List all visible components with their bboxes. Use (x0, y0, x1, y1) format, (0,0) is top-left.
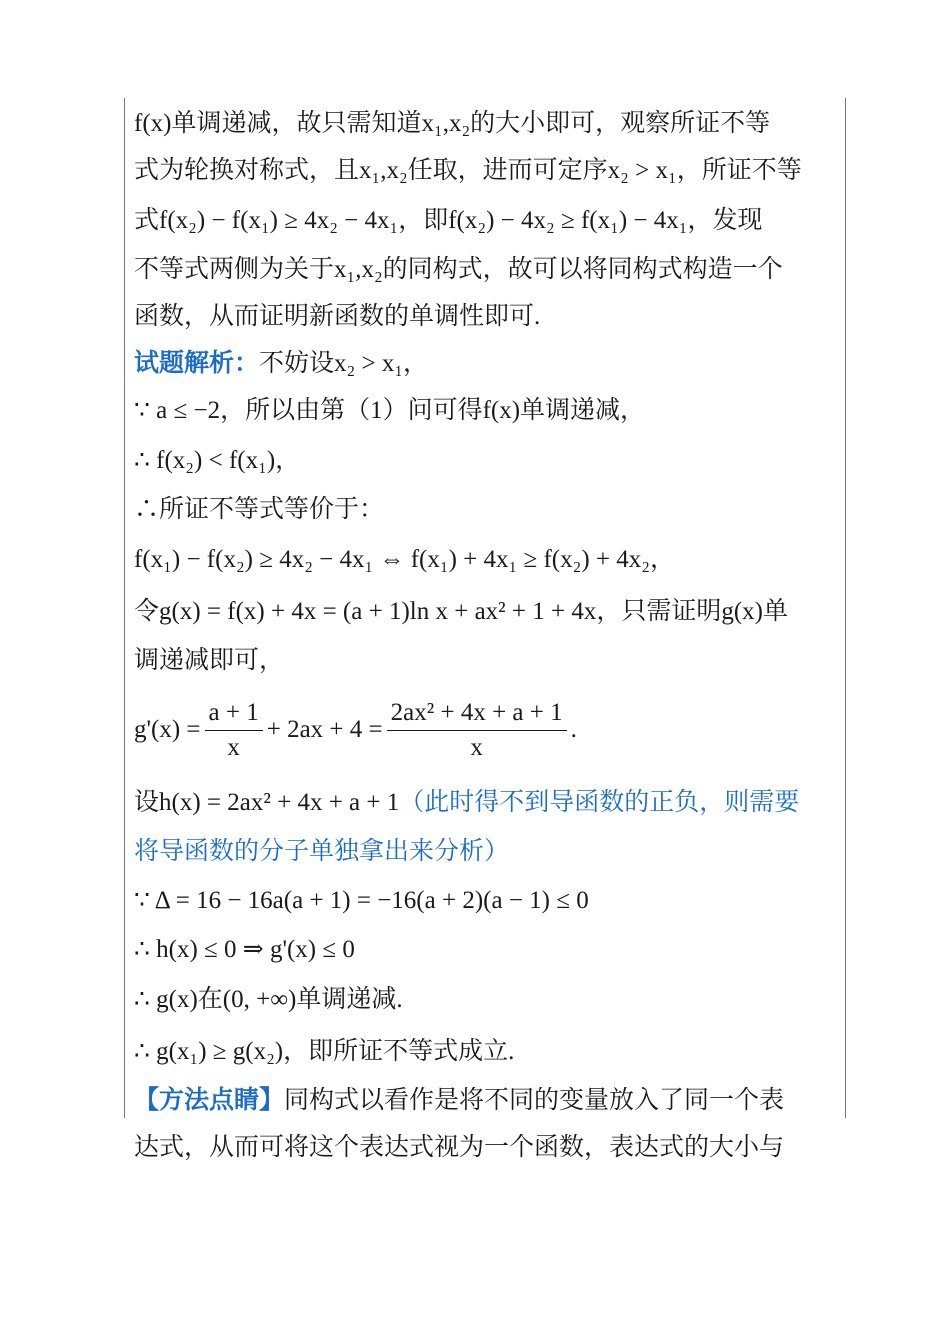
text-line: ∵ Δ = 16 − 16a(a + 1) = −16(a + 2)(a − 1) ≤ 0 (134, 887, 589, 914)
annotation-note: 将导函数的分子单独拿出来分析） (134, 836, 510, 865)
text-line: 不等式两侧为关于x₁,x₂的同构式，故可以将同构式构造一个 (134, 256, 783, 283)
text-line: ∵ a ≤ −2，所以由第（1）问可得f(x)单调递减， (134, 397, 646, 424)
text-line: ∴ f(x₂) < f(x₁)， (134, 447, 301, 474)
text-line: 设h(x) = 2ax² + 4x + a + 1（此时得不到导函数的正负，则需要 (134, 787, 800, 816)
method-heading-line: 【方法点睛】同构式以看作是将不同的变量放入了同一个表 (134, 1085, 785, 1114)
text-line: ∴ h(x) ≤ 0 ⇒ g'(x) ≤ 0 (134, 936, 355, 963)
method-label: 【方法点睛】 (134, 1085, 285, 1114)
fraction: $\frac{a + 1}{x}$ (205, 696, 263, 765)
fraction: $\frac{\text{2ax² + 4x + a + 1}}{x}$ (387, 696, 567, 765)
text-line: 调递减即可， (134, 647, 285, 674)
text-line: 函数，从而证明新函数的单调性即可. (134, 303, 541, 330)
text-line: ∴ g(x)在(0, +∞)单调递减. (134, 986, 403, 1013)
text-line: 令g(x) = f(x) + 4x = (a + 1)ln x + ax² + 1 + 4x，只需证明g(x)单 (134, 598, 789, 625)
text-line: ∴ g(x₁) ≥ g(x₂)，即所证不等式成立. (134, 1038, 515, 1065)
derivative-equation: g'(x) = $\frac{a + 1}{x}$ + 2ax + 4 = $\frac{\text{2ax² + 4x + a + 1}}{x}$ . (134, 684, 840, 776)
document-body (134, 100, 840, 1171)
solution-label: 试题解析： (134, 348, 260, 377)
text-line: 式为轮换对称式，且x₁,x₂任取，进而可定序x₂ > x₁，所证不等 (134, 157, 802, 184)
text-line: f(x₁) − f(x₂) ≥ 4x₂ − 4x₁ ⇔ f(x₁) + 4x₁ ≥ f(x₂) + 4x₂， (134, 546, 675, 573)
text-line: 达式，从而可将这个表达式视为一个函数，表达式的大小与 (134, 1134, 785, 1161)
text-line: 式f(x₂) − f(x₁) ≥ 4x₂ − 4x₁，即f(x₂) − 4x₂ ≥ f(x₁) − 4x₁，发现 (134, 207, 763, 234)
text-line: ∴所证不等式等价于： (134, 496, 385, 523)
text-line (134, 828, 840, 874)
solution-heading-line: 试题解析：不妨设x₂ > x₁， (134, 348, 429, 377)
annotation-note: （此时得不到导函数的正负，则需要 (399, 787, 800, 816)
text-line: f(x)单调递减，故只需知道x₁,x₂的大小即可，观察所证不等 (134, 110, 771, 137)
